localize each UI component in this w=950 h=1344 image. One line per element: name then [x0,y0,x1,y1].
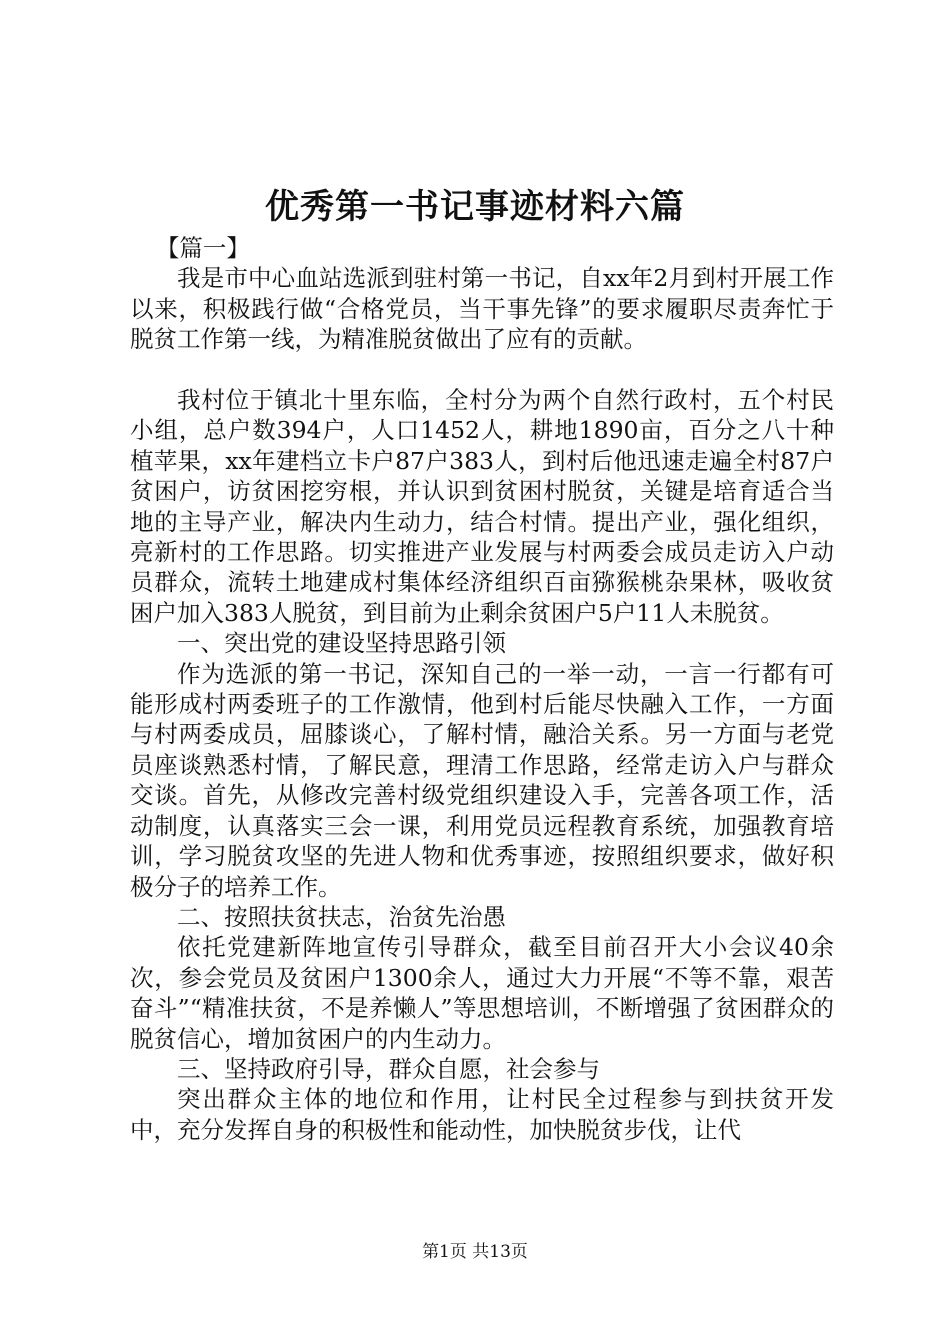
section-tag: 【篇一】 [155,234,250,262]
paragraph-participation: 突出群众主体的地位和作用，让村民全过程参与到扶贫开发中，充分发挥自身的积极性和能动性，加快脱贫步伐，让代 [130,1085,834,1144]
document-title: 优秀第一书记事迹材料六篇 [265,187,685,227]
paragraph-intro: 我是市中心血站选派到驻村第一书记，自xx年2月到村开展工作以来，积极践行做“合格党员，当干事先锋”的要求履职尽责奔忙于脱贫工作第一线，为精准脱贫做出了应有的贡献。 [130,264,834,354]
section-heading-3: 三、坚持政府引导，群众自愿，社会参与 [177,1054,600,1083]
paragraph-ideology: 依托党建新阵地宣传引导群众，截至目前召开大小会议40余次，参会党员及贫困户1300余人，通过大力开展“不等不靠，艰苦奋斗”“精准扶贫，不是养懒人”等思想培训，不断增强了贫困群众的脱贫信心，增加贫困户的内生动力。 [130,933,834,1053]
document-body [130,233,834,1145]
section-heading-2: 二、按照扶贫扶志，治贫先治愚 [177,902,506,931]
page-number-footer: 第1页 共13页 [422,1242,528,1262]
paragraph-village-overview: 我村位于镇北十里东临，全村分为两个自然行政村，五个村民小组，总户数394户，人口1452人，耕地1890亩，百分之八十种植苹果，xx年建档立卡户87户383人，到村后他迅速走遍全村87户贫困户，访贫困挖穷根，并认识到贫困村脱贫，关键是培育适合当地的主导产业，解决内生动力，结合村情。提出产业，强化组织，亮新村的工作思路。切实推进产业发展与村两委会成员走访入户动员群众，流转土地建成村集体经济组织百亩猕猴桃杂果林，吸收贫困户加入383人脱贫，到目前为止剩余贫困户5户11人未脱贫。 [130,386,834,627]
section-heading-1: 一、突出党的建设坚持思路引领 [177,629,506,658]
paragraph-party-building: 作为选派的第一书记，深知自己的一举一动，一言一行都有可能形成村两委班子的工作激情，他到村后能尽快融入工作，一方面与村两委成员，屈膝谈心，了解村情，融洽关系。另一方面与老党员座谈熟悉村情，了解民意，理清工作思路，经常走访入户与群众交谈。首先，从修改完善村级党组织建设入手，完善各项工作，活动制度，认真落实三会一课，利用党员远程教育系统，加强教育培训，学习脱贫攻坚的先进人物和优秀事迹，按照组织要求，做好积极分子的培养工作。 [130,659,834,901]
paragraph-spacer [130,355,834,385]
